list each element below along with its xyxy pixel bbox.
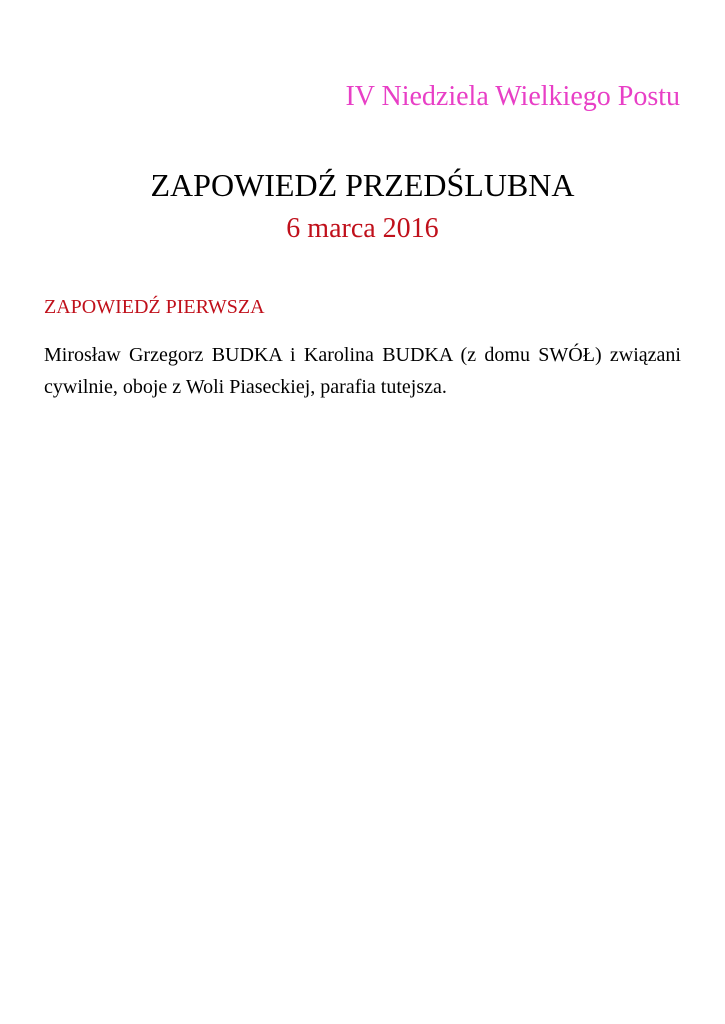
announcement-text: Mirosław Grzegorz BUDKA i Karolina BUDKA (z domu SWÓŁ) związani cywilnie, oboje z Woli Piaseckiej, parafia tutejsza.: [44, 344, 681, 398]
liturgical-sunday: IV Niedziela Wielkiego Postu: [345, 81, 680, 112]
section-heading: ZAPOWIEDŹ PIERWSZA: [44, 296, 265, 318]
document-title: ZAPOWIEDŹ PRZEDŚLUBNA: [150, 167, 575, 203]
document-date: 6 marca 2016: [286, 213, 439, 244]
